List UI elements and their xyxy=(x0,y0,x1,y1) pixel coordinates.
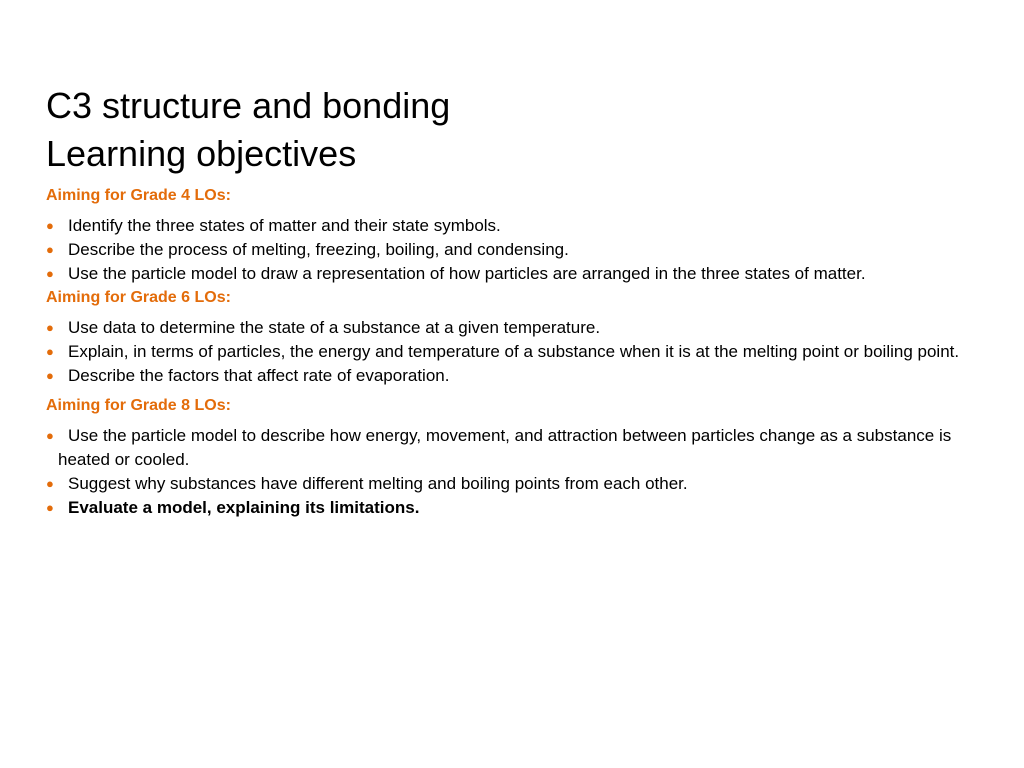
section-grade-8 xyxy=(46,394,986,520)
objective-text: Describe the factors that affect rate of evaporation. xyxy=(68,366,450,385)
list-item xyxy=(46,496,986,520)
bullet-icon: ● xyxy=(46,368,54,383)
bullet-icon: ● xyxy=(46,344,54,359)
slide-content xyxy=(46,82,986,520)
bullet-icon: ● xyxy=(46,242,54,257)
section-heading-grade-4: Aiming for Grade 4 LOs: xyxy=(46,187,231,204)
list-item xyxy=(46,262,986,286)
list-item xyxy=(46,214,986,238)
bullet-icon: ● xyxy=(46,218,54,233)
slide-title xyxy=(46,82,986,178)
objective-text: Describe the process of melting, freezing, boiling, and condensing. xyxy=(68,240,569,259)
objective-text: Use the particle model to describe how energy, movement, and attraction between particles change as a substance is heated or cooled. xyxy=(58,426,952,469)
bullet-icon: ● xyxy=(46,320,54,335)
objective-list-grade-6 xyxy=(46,316,986,388)
list-item xyxy=(46,238,986,262)
objective-text: Use data to determine the state of a substance at a given temperature. xyxy=(68,318,601,337)
title-line-objectives: Learning objectives xyxy=(46,133,357,174)
objective-text: Identify the three states of matter and their state symbols. xyxy=(68,216,501,235)
objective-list-grade-4 xyxy=(46,214,986,286)
list-item xyxy=(46,424,986,472)
bullet-icon: ● xyxy=(46,266,54,281)
list-item xyxy=(46,340,986,364)
section-heading-grade-8: Aiming for Grade 8 LOs: xyxy=(46,397,231,414)
objective-list-grade-8 xyxy=(46,424,986,520)
objective-text: Use the particle model to draw a representation of how particles are arranged in the three states of matter. xyxy=(68,264,866,283)
bullet-icon: ● xyxy=(46,500,54,515)
list-item xyxy=(46,364,986,388)
bullet-icon: ● xyxy=(46,476,54,491)
section-heading-grade-6: Aiming for Grade 6 LOs: xyxy=(46,289,231,306)
objective-text: Evaluate a model, explaining its limitations. xyxy=(68,498,420,517)
bullet-icon: ● xyxy=(46,428,54,443)
objective-text: Explain, in terms of particles, the energy and temperature of a substance when it is at the melting point or boiling point. xyxy=(68,342,960,361)
title-line-topic: C3 structure and bonding xyxy=(46,85,451,126)
list-item xyxy=(46,316,986,340)
objective-text: Suggest why substances have different melting and boiling points from each other. xyxy=(68,474,688,493)
section-grade-6 xyxy=(46,286,986,388)
section-grade-4 xyxy=(46,184,986,286)
list-item xyxy=(46,472,986,496)
